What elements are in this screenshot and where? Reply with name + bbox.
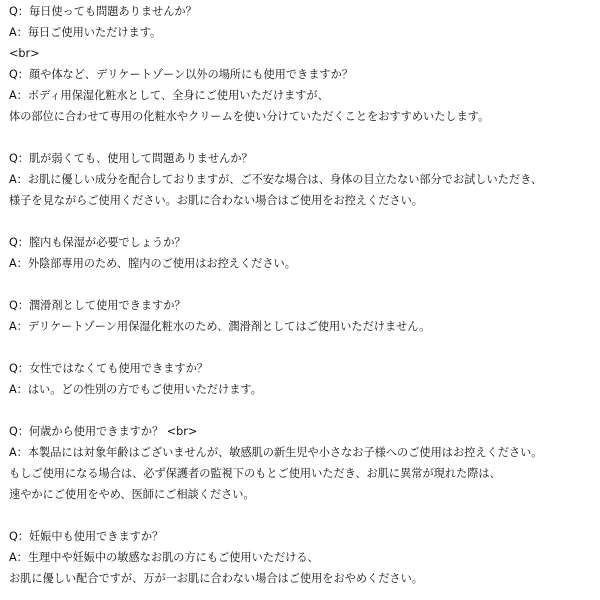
- faq-answer-2-continued: 体の部位に合わせて専用の化粧水やクリームを使い分けていただくことをおすすめいたします。: [9, 110, 490, 123]
- faq-answer-3-continued: 様子を見ながらご使用ください。お肌に合わない場合はご使用をお控えください。: [9, 194, 423, 207]
- faq-question-1: Q：毎日使っても問題ありませんか？: [9, 5, 197, 18]
- faq-spacer: [9, 505, 597, 526]
- faq-answer-3: A：お肌に優しい成分を配合しておりますが、ご不安な場合は、身体の目立たない部分でお試しいただき、: [9, 173, 543, 186]
- faq-answer-8: A：生理中や妊娠中の敏感なお肌の方にもご使用いただける、: [9, 551, 319, 564]
- faq-question-5: Q：潤滑剤として使用できますか？: [9, 299, 186, 312]
- faq-answer-7-continued: 速やかにご使用をやめ、医師にご相談ください。: [9, 488, 255, 501]
- faq-question-6: Q：女性ではなくても使用できますか？: [9, 362, 208, 375]
- faq-answer-8-continued: お肌に優しい配合ですが、万が一お肌に合わない場合はご使用をおやめください。: [9, 572, 423, 585]
- faq-answer-5: A：デリケートゾーン用保湿化粧水のため、潤滑剤としてはご使用いただけません。: [9, 320, 431, 333]
- faq-question-3: Q：肌が弱くても、使用して問題ありませんか？: [9, 152, 253, 165]
- faq-question-7: Q：何歳から使用できますか？ <br>: [9, 425, 198, 438]
- faq-answer-7: A：本製品には対象年齢はございませんが、敏感肌の新生児や小さなお子様へのご使用はお控えください。: [9, 446, 543, 459]
- faq-answer-2: A：ボディ用保湿化粧水として、全身にご使用いただけますが、: [9, 89, 329, 102]
- faq-question-2: Q：顔や体など、デリケートゾーン以外の場所にも使用できますか？: [9, 68, 353, 81]
- faq-spacer: [9, 274, 597, 295]
- faq-answer-1: A：毎日ご使用いただけます。: [9, 26, 162, 39]
- faq-document: [9, 1, 597, 589]
- faq-spacer: [9, 127, 597, 148]
- faq-literal-br-tag: <br>: [9, 47, 40, 60]
- faq-question-4: Q：膣内も保湿が必要でしょうか？: [9, 236, 186, 249]
- faq-spacer: [9, 337, 597, 358]
- faq-answer-4: A：外陰部専用のため、膣内のご使用はお控えください。: [9, 257, 296, 270]
- faq-answer-6: A：はい。どの性別の方でもご使用いただけます。: [9, 383, 262, 396]
- faq-answer-7-continued: もしご使用になる場合は、必ず保護者の監視下のもとご使用いただき、お肌に異常が現れた際は、: [9, 467, 501, 480]
- faq-spacer: [9, 211, 597, 232]
- faq-question-8: Q：妊娠中も使用できますか？: [9, 530, 164, 543]
- faq-spacer: [9, 400, 597, 421]
